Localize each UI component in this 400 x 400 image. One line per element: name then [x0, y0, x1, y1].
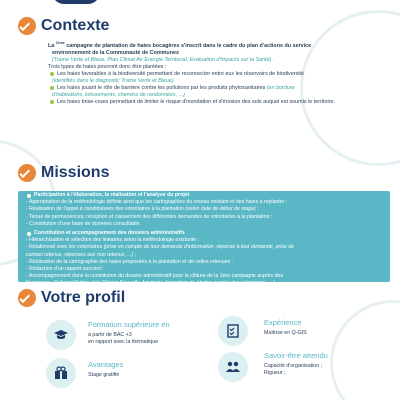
decorative-arc [330, 300, 400, 400]
contexte-line: d'habitations, lotissements, chemins de randonnées, ...) [52, 91, 185, 98]
mission-text: contact retenus, réponses aux non retenus, ...) [26, 251, 134, 258]
check-circle-icon [18, 164, 36, 182]
missions-title: Missions [41, 164, 110, 181]
contexte-line: (identifiés dans le diagnostic Trame Verte et Bleue) [52, 77, 174, 84]
contexte-line: environnement de la Communauté de Communes [52, 49, 180, 56]
formation-text [88, 332, 158, 346]
missions-header [18, 164, 109, 182]
experience-line: Maîtrise en Q-GIS [264, 330, 307, 336]
mission-text: : [255, 206, 259, 213]
profil-title: Votre profil [41, 289, 126, 306]
mission-text: (réception de photos auprès des volontaires, ...) [164, 280, 275, 287]
people-icon [218, 352, 248, 382]
contexte-line: campagne de plantation de haies bocagères s'inscrit dans le cadre du plan d'actions du service [64, 42, 312, 49]
check-circle-icon [18, 289, 36, 307]
profil-header [18, 289, 125, 307]
contexte-title: Contexte [41, 17, 110, 34]
contexte-bullet [48, 99, 378, 106]
bullet-text: (en bordure [266, 84, 295, 91]
mission-line [26, 244, 384, 251]
bullet-text: Les haies favorables à la biodiversité permettant de reconnecter entre eux les réservoirs de biodiversité [57, 70, 304, 77]
contexte-line: La [48, 42, 56, 49]
missions-text [26, 192, 384, 288]
missions-heading: Constitution et accompagnement des dossiers administratifs [26, 230, 384, 237]
check-circle-icon [18, 17, 36, 35]
graduation-cap-icon [46, 320, 76, 350]
mission-line: - Constitution d'une base de données consultable. [26, 220, 141, 227]
mission-line [26, 206, 384, 213]
mission-line: - Appropriation de la méthodologie définie ainsi que les cartographies du réseau existant et des haies à replanter : [26, 199, 288, 206]
mission-line: - Rédaction d'un rapport succinct : [26, 266, 105, 273]
formation-line: à partir de BAC +3 [88, 332, 132, 338]
contexte-line: (Trame Verte et Bleue, Plan Climat Air Energie Territorial, Evaluation d'Impacts sur la Santé) . [52, 56, 275, 63]
missions-heading: Participation à l'élaboration, la réalisation et l'analyse du projet [26, 192, 384, 199]
mission-text: - Réalisation de l'appel à candidatures des volontaires à la plantation [26, 206, 186, 213]
avantages-line: Stage gratifié [88, 372, 120, 378]
avantages-text [88, 372, 119, 379]
contexte-bullet [48, 85, 378, 92]
savoir-text [264, 363, 322, 377]
formation-line: en rapport avec la thématique [88, 339, 159, 345]
mission-line: - Accompagnement dans la constitution du dossier administratif pour la clôture de la 1ère campagne auprès des [26, 273, 283, 280]
savoir-line: Rigueur ; [264, 370, 286, 376]
contexte-text [48, 40, 378, 106]
mission-line: - Hiérarchisation et sélection des linéaires selon la méthodologie existante : [26, 237, 200, 244]
avantages-title: Avantages [88, 360, 124, 369]
mission-text: ; [133, 251, 137, 258]
contexte-bullet [48, 71, 378, 78]
savoir-line: Capacité d'organisation ; [264, 363, 323, 369]
experience-text [264, 330, 307, 337]
mission-text: (prise en compte de leur demande d'information, réponse à leur demande, prise de [103, 244, 295, 251]
savoir-title: Savoir-être attendu [264, 351, 328, 360]
bullet-text: Les haies jouant le rôle de barrière contre les pollutions par les produits phytosanitaires [57, 84, 267, 91]
mission-line [26, 280, 384, 287]
top-decoration [52, 0, 100, 4]
mission-line: - Réalisation de la cartographie des haies proposées à la plantation et de celles retenues : [26, 258, 234, 265]
bullet-text: Les haies brise-crues permettant de limiter le risque d'inondation et d'érosion des sols auquel est soumis le territoire. [57, 98, 336, 105]
formation-title: Formation supérieure en [88, 320, 170, 329]
contexte-sup: 2ème [55, 41, 65, 45]
mission-text: (selon date de début de stage) [185, 206, 256, 213]
experience-title: Expérience [264, 318, 302, 327]
mission-line [26, 252, 384, 259]
gift-icon [46, 358, 76, 388]
checklist-icon [218, 316, 248, 346]
mission-text: - Relationnel avec les volontaires [26, 244, 104, 251]
mission-line: - Tenue de permanences, réception et classement des différentes demandes de volontaires à la plantation : [26, 213, 273, 220]
contexte-header [18, 17, 109, 35]
mission-text: financeurs : Reforest'Action et la Région Nouvelle-Aquitaine [26, 280, 165, 287]
contexte-line: Trois types de haies pourront donc être plantées : [48, 63, 167, 70]
